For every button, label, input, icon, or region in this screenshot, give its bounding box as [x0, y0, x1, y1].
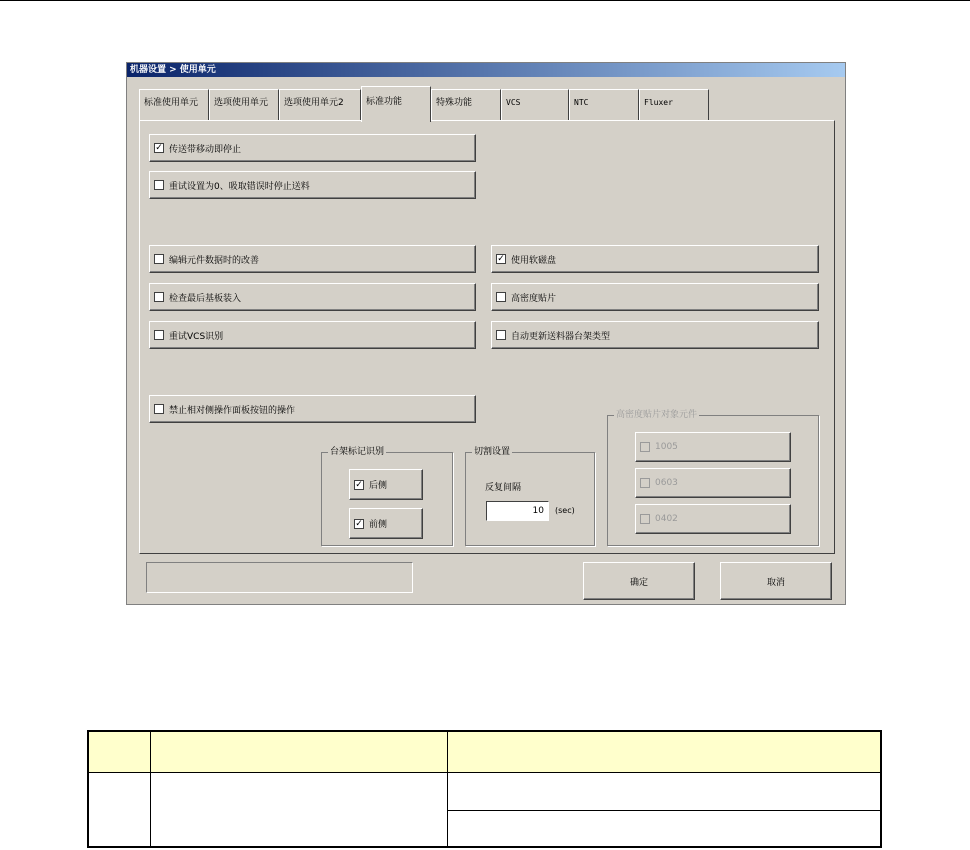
option-label: 0603: [655, 478, 678, 488]
tab-special-functions[interactable]: 特殊功能: [431, 89, 501, 121]
option-label: 0402: [655, 514, 678, 524]
cancel-button[interactable]: 取消: [720, 562, 832, 600]
option-label: 重试VCS识别: [169, 331, 224, 342]
auto-update-option[interactable]: [491, 321, 819, 349]
option-label: 后侧: [369, 481, 388, 491]
checkbox-icon[interactable]: [640, 442, 650, 452]
checkbox-icon[interactable]: [640, 514, 650, 524]
checkbox-icon[interactable]: [496, 330, 506, 340]
rack-rear-option[interactable]: [349, 469, 423, 500]
description-table: [87, 730, 882, 848]
checkbox-icon[interactable]: ✓: [497, 254, 505, 264]
cut-setting-group: [465, 447, 595, 546]
use-floppy-option[interactable]: [491, 245, 819, 273]
option-label: 前侧: [369, 520, 388, 530]
option-label: 禁止相对侧操作面板按钮的操作: [169, 405, 296, 416]
option-label: 检查最后基板装入: [169, 293, 242, 304]
tab-vcs[interactable]: VCS: [501, 89, 569, 121]
ok-button[interactable]: 确定: [583, 562, 695, 600]
edit-improve-option[interactable]: [149, 245, 476, 273]
retry-vcs-option[interactable]: [149, 321, 476, 349]
table-header: [89, 732, 880, 773]
cut-setting-title: 切割设置: [474, 447, 511, 457]
option-label: 重试设置为0、吸取错误时停止送料: [169, 181, 310, 192]
tab-option-units[interactable]: 选项使用单元: [209, 89, 279, 121]
window-title: 机器设置 > 使用单元: [127, 63, 845, 77]
hd-0402-option[interactable]: [635, 504, 791, 534]
checkbox-icon[interactable]: [154, 330, 164, 340]
checkbox-icon[interactable]: [154, 180, 164, 190]
rack-mark-title: 台架标记识别: [330, 447, 385, 457]
option-label: 自动更新送料器台架类型: [511, 331, 611, 342]
checkbox-icon[interactable]: [154, 254, 164, 264]
standard-functions-panel: [139, 120, 835, 554]
checkbox-icon[interactable]: ✓: [155, 143, 163, 153]
interval-label: 反复间隔: [485, 483, 522, 493]
checkbox-icon[interactable]: ✓: [355, 479, 363, 490]
checkbox-icon[interactable]: [154, 404, 164, 414]
tab-standard-units[interactable]: 标准使用单元: [139, 89, 209, 121]
top-rule: [0, 0, 970, 1]
table-col-divider: [447, 732, 448, 846]
option-label: 使用软磁盘: [511, 255, 557, 266]
hd-1005-option[interactable]: [635, 432, 791, 462]
checkbox-icon[interactable]: [496, 292, 506, 302]
checkbox-icon[interactable]: [640, 478, 650, 488]
tab-ntc[interactable]: NTC: [569, 89, 639, 121]
checkbox-icon[interactable]: ✓: [355, 518, 363, 529]
table-col-divider: [150, 732, 151, 846]
disable-panel-option[interactable]: [149, 395, 476, 423]
machine-settings-dialog: [126, 62, 846, 605]
high-density-option[interactable]: [491, 283, 819, 311]
option-label: 传送带移动即停止: [169, 144, 242, 155]
tab-fluxer[interactable]: Fluxer: [639, 89, 709, 121]
hd-target-title: 高密度贴片对象元件: [616, 410, 698, 420]
option-label: 编辑元件数据时的改善: [169, 255, 260, 266]
status-field: [146, 562, 413, 593]
interval-input[interactable]: 10: [486, 501, 549, 521]
retry-zero-option[interactable]: [149, 171, 476, 199]
check-board-option[interactable]: [149, 283, 476, 311]
tab-option-units-2[interactable]: 选项使用单元2: [279, 89, 361, 121]
interval-unit: (sec): [555, 506, 575, 515]
option-label: 高密度贴片: [511, 293, 557, 304]
hd-0603-option[interactable]: [635, 468, 791, 498]
tab-standard-functions[interactable]: 标准功能: [361, 86, 431, 122]
checkbox-icon[interactable]: [154, 292, 164, 302]
rack-front-option[interactable]: [349, 508, 423, 539]
table-row-divider: [447, 810, 880, 811]
conveyor-stop-option[interactable]: [149, 134, 476, 162]
high-density-target-group: [607, 410, 819, 546]
rack-mark-group: [321, 447, 453, 546]
option-label: 1005: [655, 442, 678, 452]
